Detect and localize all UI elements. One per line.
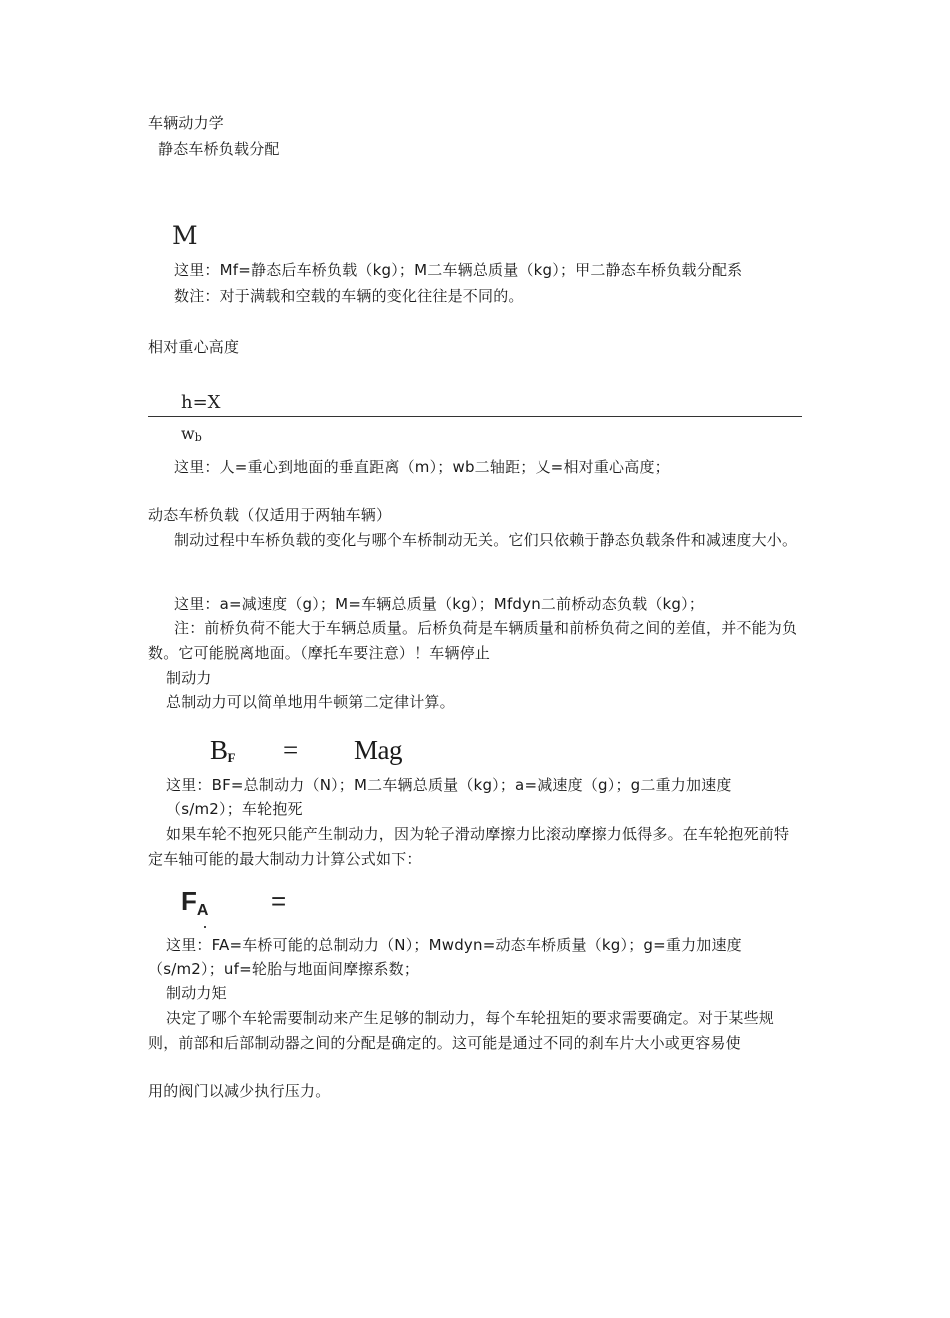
formula-max-brake-lhs: FA (181, 886, 209, 919)
formula-cog-numerator: h=X (181, 392, 221, 413)
formula-brake-lhs: $B_F$ (210, 735, 235, 765)
static-load-note-line1: 这里：Mf=静态后车桥负载（kg）；M二车辆总质量（kg）；甲二静态车桥负载分配系 (174, 261, 743, 279)
heading-brake-torque: 制动力矩 (166, 984, 227, 1002)
braking-force-note-line1: 这里：BF=总制动力（N）；M二车辆总质量（kg）；a=减速度（g）；g二重力加速度 (166, 776, 732, 794)
formula-brake-equals: = (283, 735, 298, 765)
doc-title: 车辆动力学 (148, 114, 225, 132)
heading-dynamic-load: 动态车桥负载（仅适用于两轴车辆） (148, 506, 392, 524)
wheel-lock-paragraph: 如果车轮不抱死只能产生制动力，因为轮子滑动摩擦力比滚动摩擦力低得多。在车轮抱死前特定车轴可能的最大制动力计算公式如下： (148, 825, 790, 868)
formula-mass-symbol: M (172, 221, 198, 250)
braking-force-note-line2: （s/m2）；车轮抱死 (166, 800, 303, 818)
doc-subtitle: 静态车桥负载分配 (158, 140, 280, 158)
heading-cog-height: 相对重心高度 (148, 338, 240, 356)
brake-torque-paragraph-tail: 用的阀门以减少执行压力。 (148, 1082, 331, 1100)
fraction-line (148, 416, 802, 417)
axle-load-warning: 注：前桥负荷不能大于车辆总质量。后桥负荷是车辆质量和前桥负荷之间的差值，并不能为负数。它可能脱离地面。（摩托车要注意）！车辆停止 (148, 619, 798, 662)
heading-braking-force: 制动力 (166, 669, 212, 687)
max-brake-note-line1: 这里：FA=车桥可能的总制动力（N）；Mwdyn=动态车桥质量（kg）；g=重力加速度 (166, 936, 742, 954)
formula-max-brake-equals: = (271, 886, 287, 916)
formula-dot (204, 926, 206, 928)
dynamic-load-note: 这里：a=减速度（g）；M=车辆总质量（kg）；Mfdyn二前桥动态负载（kg）； (174, 595, 705, 613)
dynamic-load-paragraph: 制动过程中车桥负载的变化与哪个车桥制动无关。它们只依赖于静态负载条件和减速度大小。 (174, 531, 798, 549)
max-brake-note-line2: （s/m2）；uf=轮胎与地面间摩擦系数； (148, 960, 420, 978)
brake-torque-paragraph: 决定了哪个车轮需要制动来产生足够的制动力，每个车轮扭矩的要求需要确定。对于某些规则，前部和后部制动器之间的分配是确定的。这可能是通过不同的刹车片大小或更容易使 (148, 1009, 775, 1052)
static-load-note-line2: 数注：对于满载和空载的车辆的变化往往是不同的。 (174, 287, 524, 305)
cog-note: 这里：人=重心到地面的垂直距离（m）；wb二轴距；乂=相对重心高度； (174, 458, 670, 476)
formula-brake-rhs: Mag (354, 735, 402, 765)
braking-force-intro: 总制动力可以简单地用牛顿第二定律计算。 (166, 693, 455, 711)
formula-cog-denominator: wb (181, 424, 202, 444)
